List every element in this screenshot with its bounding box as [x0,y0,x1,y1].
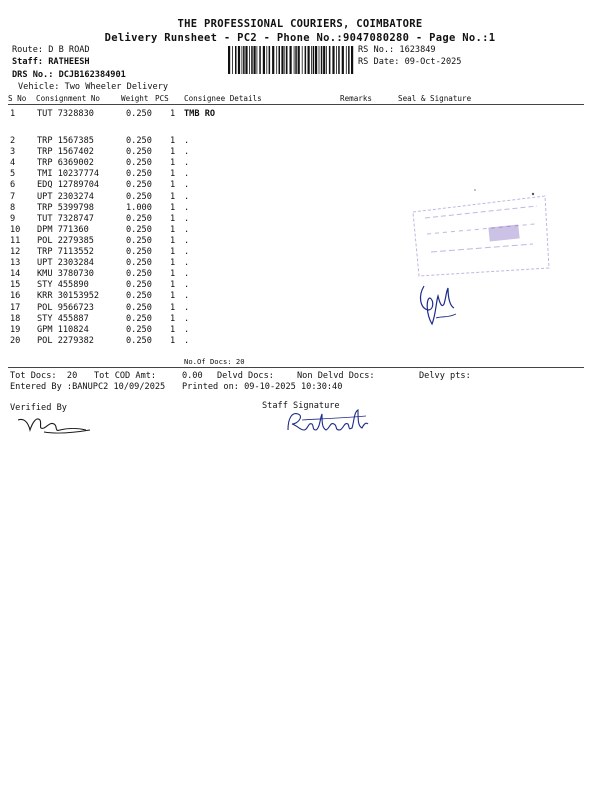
row-cons: TRP 1567402 [37,147,94,158]
row-weight: 0.250 [126,169,152,180]
row-sno: 16 [10,291,21,302]
runsheet-title: Delivery Runsheet - PC2 - Phone No.:9047080280 - Page No.:1 [104,32,496,44]
row-details: . [184,335,190,346]
row-weight: 0.250 [126,335,152,346]
row-cons: POL 2279382 [37,335,94,346]
vehicle-label: Vehicle: Two Wheeler Delivery [18,82,169,92]
verified-by-label: Verified By [10,403,67,413]
row-pcs: 1 [170,247,176,257]
row-sno: 13 [10,258,21,269]
delivery-seal-stamp [405,182,555,282]
row-sno: 14 [10,269,21,280]
row-cons: TUT 7328830 [37,109,94,119]
row-pcs: 1 [170,235,176,246]
staff-label: Staff: RATHEESH [12,57,90,67]
row-sno: 15 [10,280,21,291]
row-details: . [184,202,190,213]
staff-signature-image [282,404,372,436]
row-pcs: 1 [170,147,176,158]
row-pcs: 1 [170,224,176,235]
total-docs: Tot Docs: 20 [10,371,78,381]
row-details: . [184,258,190,269]
row-cons: KRR 30153952 [37,291,100,302]
barcode [228,46,354,74]
row-pcs: 1 [170,136,176,146]
col-consignee: Consignee Details [184,94,262,103]
row-weight: 0.250 [126,258,152,269]
row-details: . [184,213,190,224]
entered-by: Entered By :BANUPC2 10/09/2025 [10,382,166,392]
row-sno: 9 [10,213,16,224]
row-sno: 7 [10,191,16,202]
row-pcs: 1 [170,158,176,169]
row-weight: 0.250 [126,313,152,324]
row-sno: 19 [10,324,21,335]
row-sno: 20 [10,335,21,346]
row-sno: 8 [10,202,16,213]
row-weight: 0.250 [126,302,152,313]
row-sno: 3 [10,147,16,158]
row-weight: 0.250 [126,280,152,291]
row-weight: 0.250 [126,235,152,246]
row-pcs: 1 [170,169,176,180]
row-cons: TRP 6369002 [37,158,94,169]
row-details: . [184,235,190,246]
delivered-docs: Delvd Docs: [217,371,274,381]
row-cons: POL 2279385 [37,235,94,246]
row-sno: 6 [10,180,16,191]
rs-date: RS Date: 09-Oct-2025 [358,57,462,67]
col-consignment: Consignment No [36,94,101,103]
row-details: . [184,191,190,202]
row-sno: 12 [10,247,21,257]
no-of-docs: No.Of Docs: 20 [184,357,245,366]
delivery-points: Delvy pts: [419,371,471,381]
row-details: . [184,224,190,235]
row-sno: 1 [10,109,16,119]
row-weight: 0.250 [126,324,152,335]
row-details: . [184,180,190,191]
staff-signature-label: Staff Signature [262,401,340,411]
row-sno: 11 [10,235,21,246]
row-cons: TUT 7328747 [37,213,94,224]
row-weight: 0.250 [126,158,152,169]
row-pcs: 1 [170,202,176,213]
company-title: THE PROFESSIONAL COURIERS, COIMBATORE [177,18,423,30]
row-cons: STY 455887 [37,313,89,324]
row-cons: TRP 5399798 [37,202,94,213]
col-sno: S No [8,94,27,103]
row-pcs: 1 [170,191,176,202]
row-sno: 4 [10,158,16,169]
recipient-signature-image [414,274,464,332]
row-cons: DPM 771360 [37,224,89,235]
row-details: . [184,324,190,335]
row-sno: 5 [10,169,16,180]
row-cons: KMU 3780730 [37,269,94,280]
row-details: . [184,269,190,280]
col-seal-signature: Seal & Signature [398,94,472,103]
row-pcs: 1 [170,280,176,291]
row-pcs: 1 [170,213,176,224]
row-cons: POL 9566723 [37,302,94,313]
row-details: . [184,247,190,257]
row-sno: 2 [10,136,16,146]
row-cons: UPT 2303274 [37,191,94,202]
row-cons: TRP 1567385 [37,136,94,146]
row-weight: 0.250 [126,247,152,257]
row-weight: 0.250 [126,291,152,302]
non-delivered-docs: Non Delvd Docs: [297,371,375,381]
printed-on: Printed on: 09-10-2025 10:30:40 [182,382,343,392]
col-pcs: PCS [155,94,169,103]
footer-divider [8,367,584,368]
row-cons: TMI 10237774 [37,169,100,180]
row-sno: 17 [10,302,21,313]
row-cons: GPM 110824 [37,324,89,335]
row-sno: 10 [10,224,21,235]
drs-number: DRS No.: DCJB162384901 [12,70,126,80]
row-details: . [184,147,190,158]
row-weight: 0.250 [126,180,152,191]
rs-number: RS No.: 1623849 [358,45,436,55]
row-weight: 0.250 [126,224,152,235]
row-pcs: 1 [170,324,176,335]
row-cons: UPT 2303284 [37,258,94,269]
verifier-signature-image [14,408,94,438]
row-weight: 0.250 [126,147,152,158]
row-pcs: 1 [170,335,176,346]
row-pcs: 1 [170,180,176,191]
row-pcs: 1 [170,302,176,313]
row-weight: 1.000 [126,202,152,213]
row-weight: 0.250 [126,191,152,202]
col-remarks: Remarks [340,94,373,103]
total-cod-amount: Tot COD Amt: 0.00 [94,371,203,381]
row-weight: 0.250 [126,109,152,119]
row-weight: 0.250 [126,213,152,224]
row-pcs: 1 [170,109,176,119]
header-divider [8,104,584,105]
row-cons: TRP 7113552 [37,247,94,257]
row-details: . [184,291,190,302]
row-details: . [184,302,190,313]
row-sno: 18 [10,313,21,324]
row-details: . [184,313,190,324]
row-details: . [184,280,190,291]
row-cons: STY 455890 [37,280,89,291]
row-pcs: 1 [170,269,176,280]
row-details: TMB RO [184,109,216,119]
row-pcs: 1 [170,313,176,324]
row-cons: EDQ 12789704 [37,180,100,191]
row-weight: 0.250 [126,136,152,146]
row-details: . [184,136,190,146]
row-details: . [184,169,190,180]
route-label: Route: D B ROAD [12,45,90,55]
row-details: . [184,158,190,169]
row-pcs: 1 [170,291,176,302]
row-weight: 0.250 [126,269,152,280]
col-weight: Weight [121,94,149,103]
row-pcs: 1 [170,258,176,269]
